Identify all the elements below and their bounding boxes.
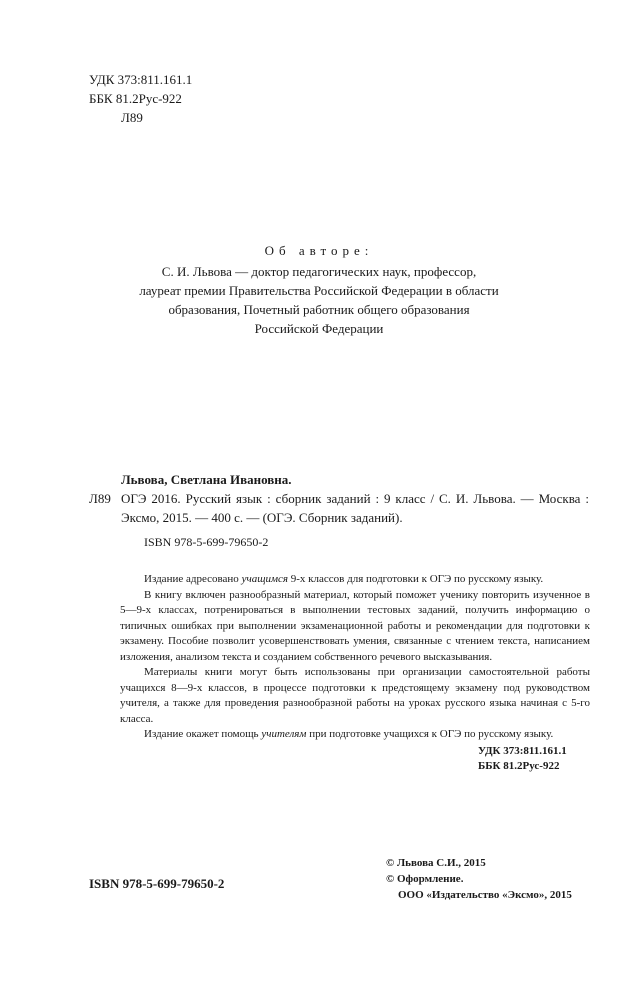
annotation [120,572,590,775]
footer-isbn: ISBN 978-5-699-79650-2 [89,876,225,891]
catalog-author: Львова, Светлана Ивановна. [121,472,292,487]
catalog-code: Л89 [89,491,111,506]
annotation-codes [120,744,590,775]
annotation-paragraph-3: Материалы книги могут быть использованы при организации самостоятельной работы учащихся 8—9-х классов, в процессе подготовки к предстоящему экзамену под руководством учителя, а также для проведения разнообразной работы на уроках русского языка начиная с 5-го класса. [120,666,590,725]
about-line-4: Российской Федерации [254,321,384,336]
annotation-udk: УДК 373:811.161.1 [478,744,567,757]
annotation-bbk: ББК 81.2Рус-922 [478,760,560,772]
udk-code: УДК 373:811.161.1 [89,72,193,87]
annotation-paragraph-2: В книгу включен разнообразный материал, который поможет ученику повторить изученное в 5—9-х классах, потренироваться в выполнении тестовых заданий, получить информацию о типичных ошибках при выполнении экзаменационной работы и рекомендации для подготовки к экзамену. Пособие позволит усовершенствовать умения, связанные с чтением текста, написанием изложения, анализом текста и созданием собственного речевого высказывания. [120,588,590,663]
bbk-code: ББК 81.2Рус-922 [89,91,182,106]
emphasis-students: учащимся [241,573,289,585]
classification-codes [89,70,192,127]
emphasis-teachers: учителям [261,728,307,740]
catalog-card [89,470,589,552]
copyright-design: © Оформление. [386,873,464,885]
catalog-entry [89,489,589,527]
about-author-title: Об авторе: [264,243,374,258]
copyright-block [386,855,572,903]
about-line-2: лауреат премии Правительства Российской Федерации в области [139,283,499,298]
about-line-1: С. И. Львова — доктор педагогических наук, профессор, [161,264,477,279]
copyright-author: © Львова С.И., 2015 [386,857,486,869]
annotation-paragraph-4: Издание окажет помощь учителям при подготовке учащихся к ОГЭ по русскому языку. [144,728,554,740]
author-mark: Л89 [121,110,143,125]
copyright-publisher: ООО «Издательство «Эксмо», 2015 [398,889,572,901]
catalog-description: ОГЭ 2016. Русский язык : сборник заданий : 9 класс / С. И. Львова. — Москва : Эксмо, 2015. — 400 с. — (ОГЭ. Сборник заданий). [121,491,589,525]
about-line-3: образования, Почетный работник общего образования [168,302,470,317]
about-author-text [100,262,538,338]
annotation-paragraph-1: Издание адресовано учащимся 9-х классов для подготовки к ОГЭ по русскому языку. [144,573,544,585]
catalog-isbn: ISBN 978-5-699-79650-2 [144,535,269,549]
